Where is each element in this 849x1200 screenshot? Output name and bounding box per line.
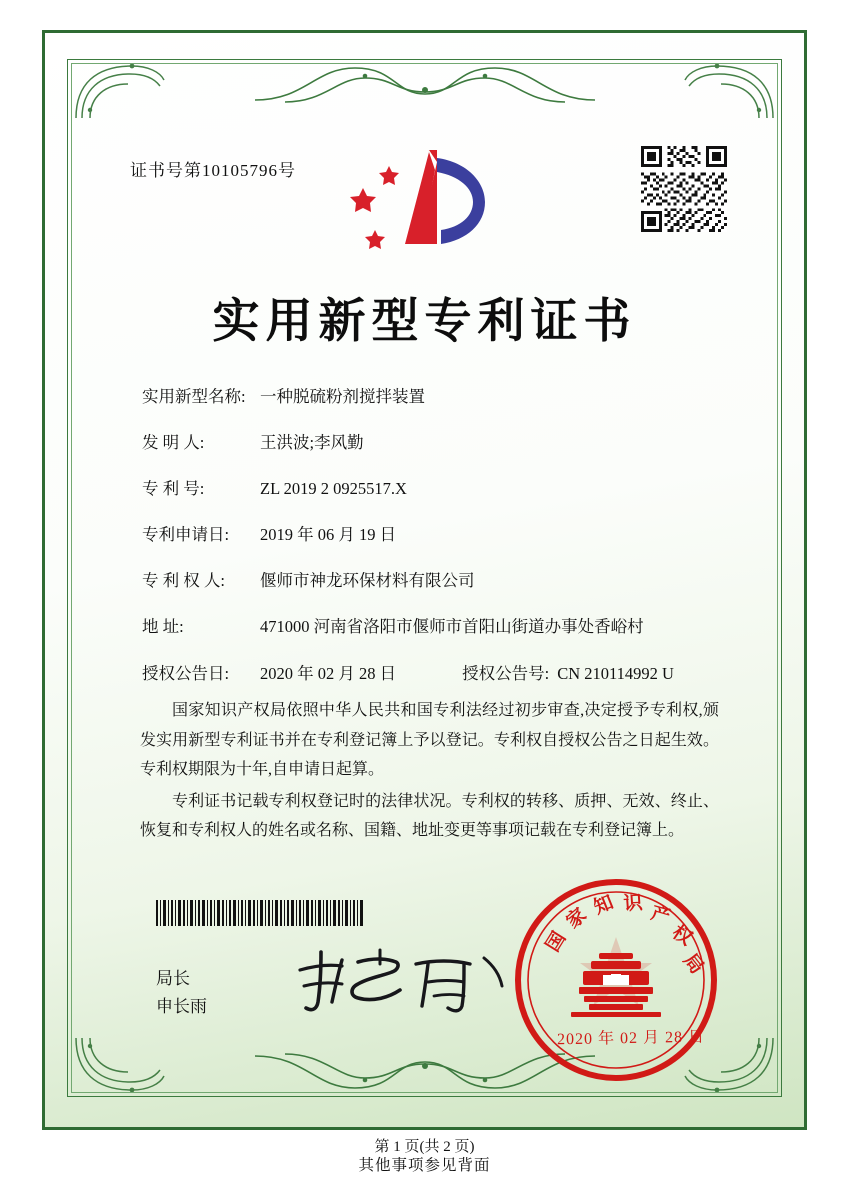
corner-ornament-top-left — [74, 62, 166, 122]
official-seal — [511, 875, 721, 1085]
svg-text:国: 国 — [542, 928, 571, 956]
field-label: 地 址: — [142, 617, 184, 637]
field-row-patent-number — [142, 477, 721, 500]
corner-ornament-bottom-left — [74, 1034, 166, 1094]
certificate-number: 证书号第10105796号 — [130, 161, 296, 180]
bottom-ornament — [245, 1052, 605, 1096]
seal-date: 2020 年 02 月 28 日 — [556, 1028, 706, 1049]
field-row-patentee — [142, 569, 721, 592]
field-row-address — [142, 615, 721, 638]
field-label: 专利申请日: — [142, 525, 230, 545]
svg-text:家: 家 — [562, 904, 591, 933]
corner-ornament-bottom-right — [683, 1034, 775, 1094]
field-value: 2019 年 06 月 19 日 — [260, 525, 397, 545]
svg-text:局: 局 — [679, 950, 708, 979]
top-ornament — [245, 60, 605, 104]
field-row-inventors — [142, 431, 721, 454]
field-list — [142, 385, 721, 708]
field-label: 发 明 人: — [142, 433, 205, 453]
legal-paragraph-1: 国家知识产权局依照中华人民共和国专利法经过初步审查,决定授予专利权,颁发实用新型专利证书并在专利登记簿上予以登记。专利权自授权公告之日起生效。专利权期限为十年,自申请日起算。 — [140, 702, 719, 779]
certificate-inner-border — [67, 59, 782, 1155]
field-label-grant-number: 授权公告号: — [462, 663, 550, 683]
page-number: 第 1 页(共 2 页) — [374, 1139, 475, 1155]
field-row-grant-announcement — [142, 662, 721, 685]
legal-text — [140, 696, 719, 848]
field-label-grant-date: 授权公告日: — [142, 663, 230, 683]
field-value: 偃师市神龙环保材料有限公司 — [260, 571, 475, 591]
corner-ornament-top-right — [683, 62, 775, 122]
handwritten-signature-icon — [288, 940, 518, 1020]
field-label: 专 利 号: — [142, 479, 205, 499]
field-value: 王洪波;李风勤 — [260, 433, 364, 453]
field-value: 471000 河南省洛阳市偃师市首阳山街道办事处香峪村 — [260, 617, 644, 637]
certificate-frame — [42, 30, 807, 1155]
field-label: 实用新型名称: — [142, 387, 246, 406]
svg-text:产: 产 — [648, 902, 673, 929]
field-value-grant-number: CN 210114992 U — [557, 663, 674, 683]
field-value: ZL 2019 2 0925517.X — [260, 479, 407, 499]
field-row-utility-model-name — [142, 385, 721, 408]
barcode-icon — [156, 900, 366, 926]
svg-text:权: 权 — [668, 921, 696, 950]
field-label: 专 利 权 人: — [142, 571, 225, 591]
svg-text:知: 知 — [591, 892, 617, 919]
field-row-application-date — [142, 523, 721, 546]
svg-text:识: 识 — [622, 892, 644, 915]
field-value: 一种脱硫粉剂搅拌装置 — [260, 387, 425, 406]
field-value-grant-date: 2020 年 02 月 28 日 — [260, 663, 397, 683]
signature-title: 局长 — [156, 969, 190, 988]
page-title: 实用新型专利证书 — [212, 296, 637, 348]
qr-code-icon — [641, 146, 727, 232]
signature-block — [156, 965, 207, 1021]
legal-paragraph-2: 专利证书记载专利权登记时的法律状况。专利权的转移、质押、无效、终止、恢复和专利权人的姓名或名称、国籍、地址变更等事项记载在专利登记簿上。 — [140, 792, 719, 840]
signature-name: 申长雨 — [156, 997, 207, 1017]
cnipa-logo-icon — [345, 144, 505, 252]
back-side-note: 其他事项参见背面 — [358, 1157, 491, 1174]
